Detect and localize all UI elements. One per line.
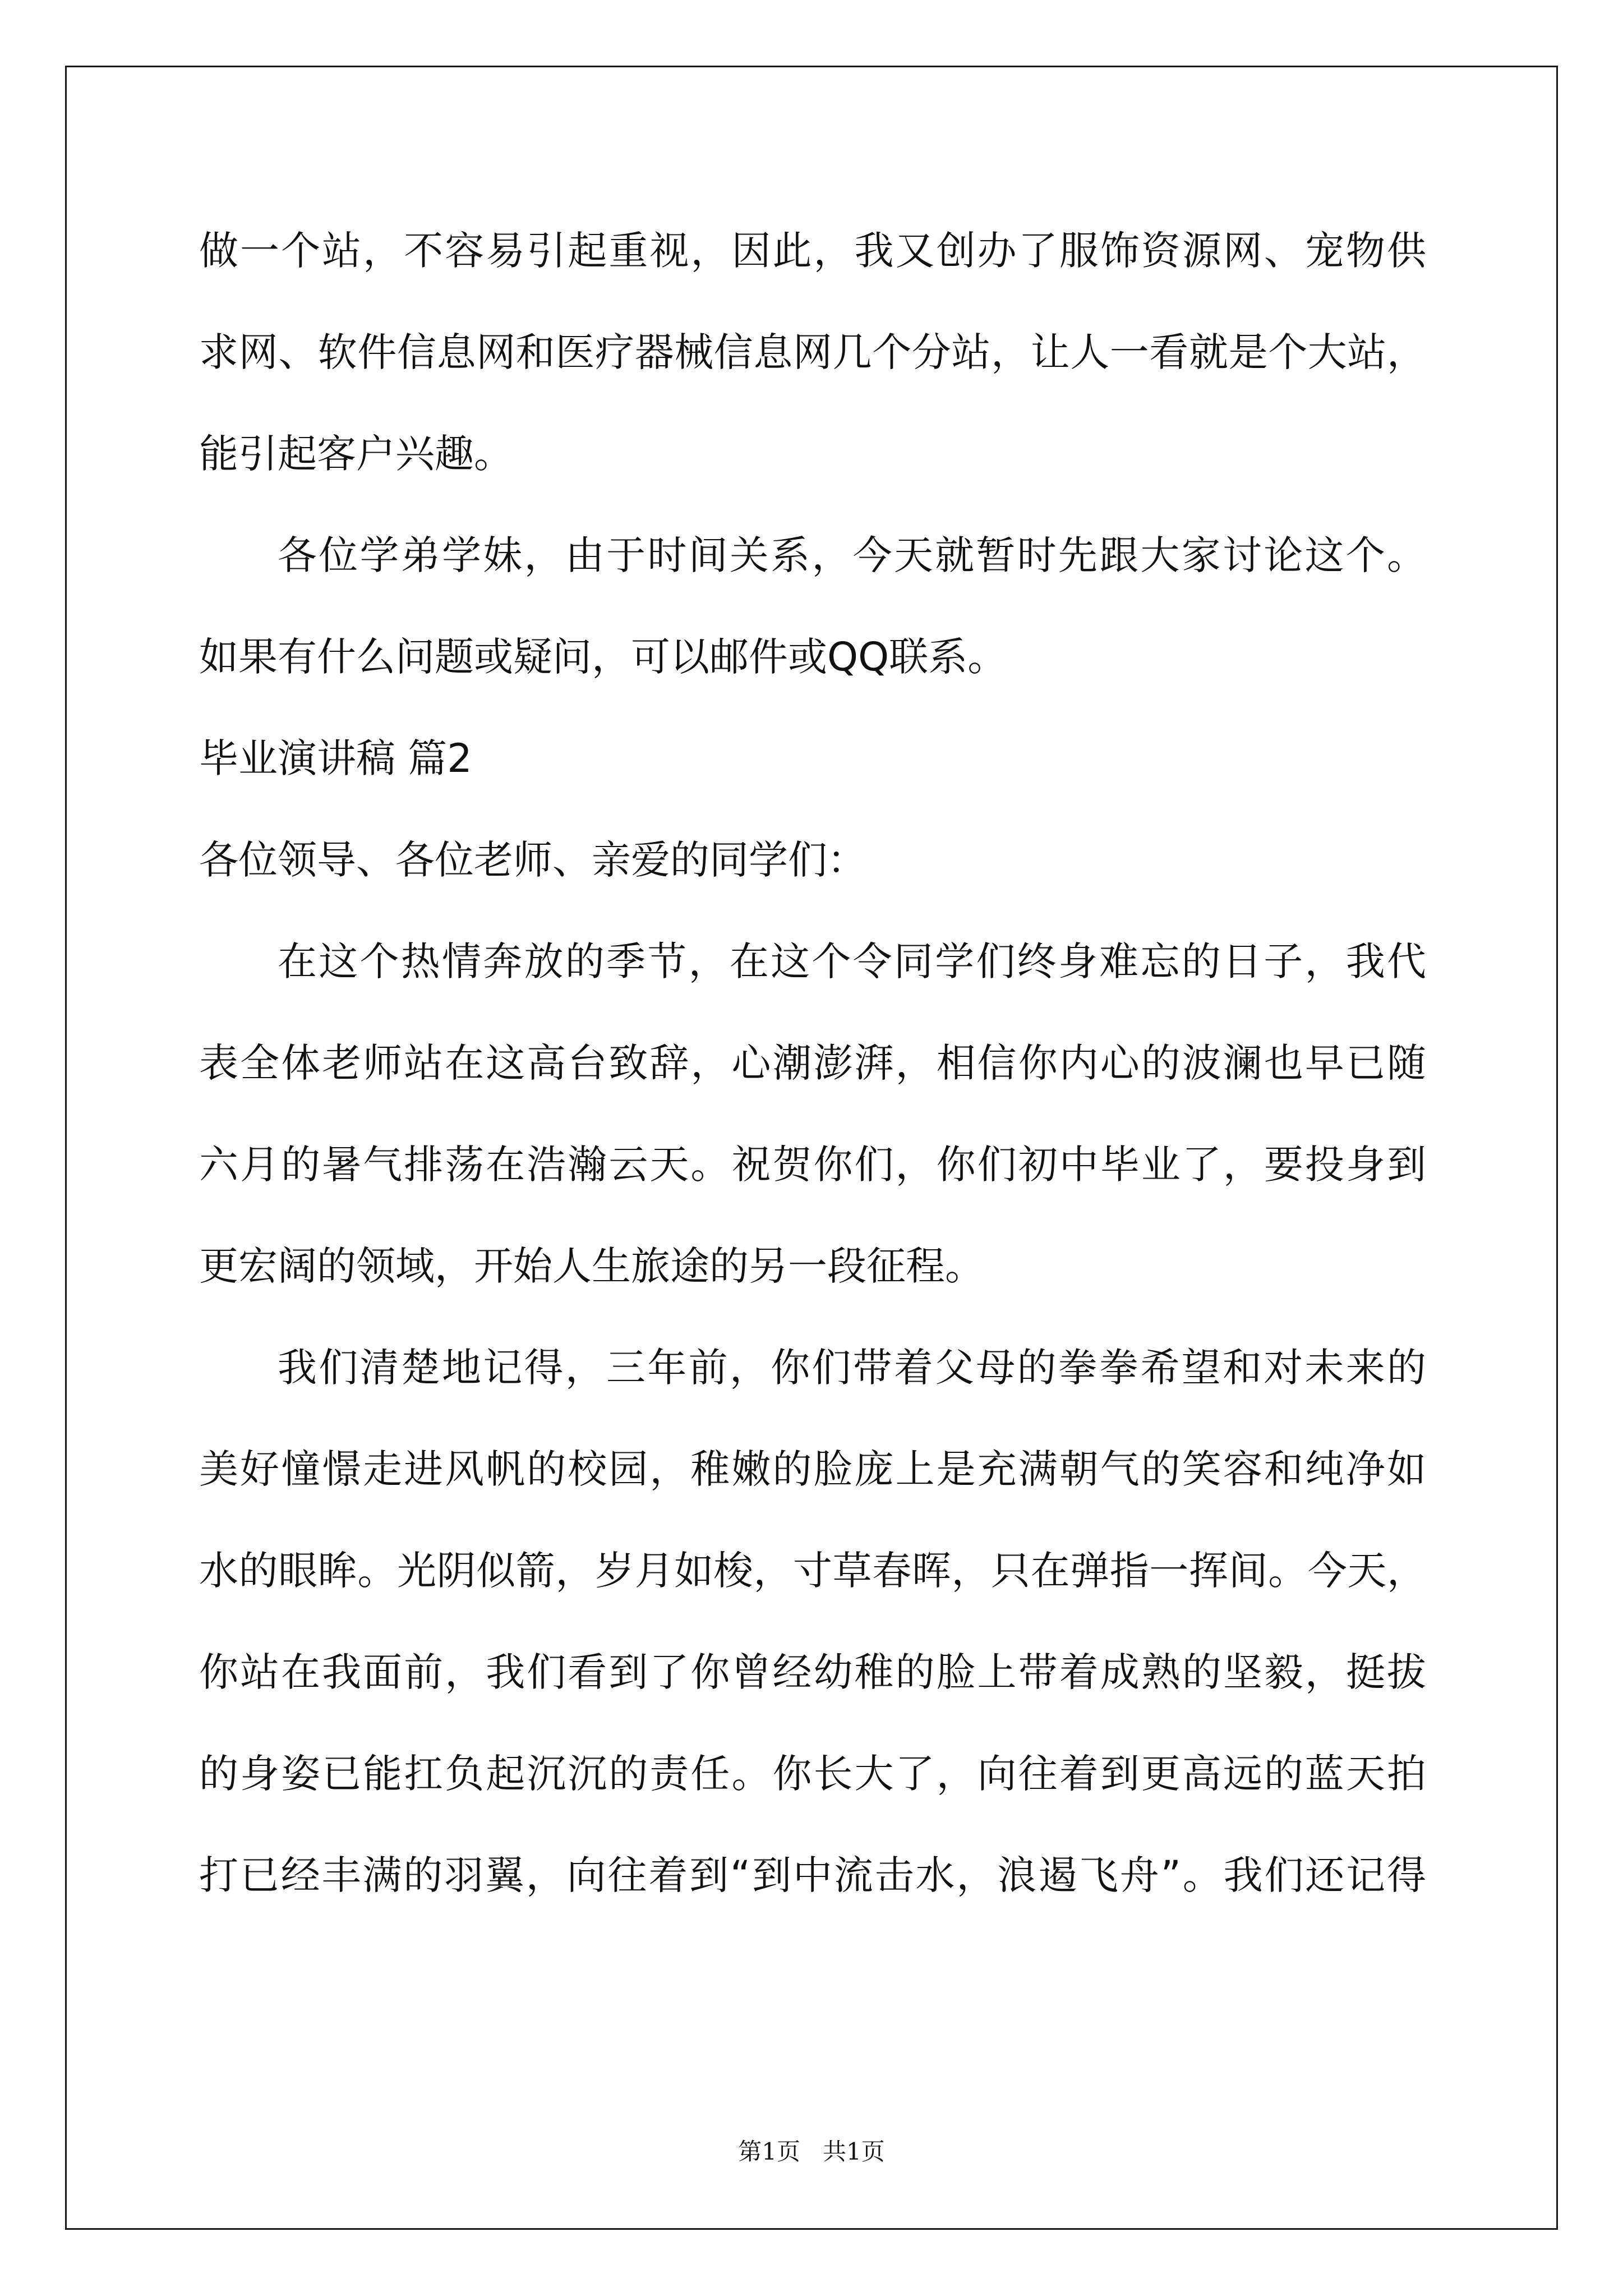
- body-line-4: 各位学弟学妹，由于时间关系，今天就暂时先跟大家讨论这个。: [278, 532, 1426, 578]
- body-line-15: 你站在我面前，我们看到了你曾经幼稚的脸上带着成熟的坚毅，挺拔: [199, 1649, 1426, 1695]
- body-line-11: 更宏阔的领域，开始人生旅途的另一段征程。: [199, 1243, 984, 1289]
- body-line-12: 我们清楚地记得，三年前，你们带着父母的拳拳希望和对未来的: [278, 1345, 1426, 1391]
- salutation-line: 各位领导、各位老师、亲爱的同学们：: [199, 837, 866, 883]
- body-line-17: 打已经丰满的羽翼，向往着到“到中流击水，浪遏飞舟”。我们还记得: [199, 1852, 1426, 1898]
- body-line-13: 美好憧憬走进风帆的校园，稚嫩的脸庞上是充满朝气的笑容和纯净如: [199, 1446, 1426, 1492]
- section-heading: 毕业演讲稿 篇2: [199, 735, 472, 781]
- body-line-3: 能引起客户兴趣。: [199, 431, 513, 477]
- body-line-5: 如果有什么问题或疑问，可以邮件或QQ联系。: [199, 634, 1007, 680]
- body-line-16: 的身姿已能扛负起沉沉的责任。你长大了，向往着到更高远的蓝天拍: [199, 1751, 1426, 1797]
- body-line-2: 求网、软件信息网和医疗器械信息网几个分站，让人一看就是个大站，: [199, 329, 1426, 375]
- body-line-9: 表全体老师站在这高台致辞，心潮澎湃，相信你内心的波澜也早已随: [199, 1040, 1426, 1086]
- body-line-8: 在这个热情奔放的季节，在这个令同学们终身难忘的日子，我代: [278, 938, 1426, 984]
- page-number-footer: 第1页 共1页: [738, 2138, 885, 2165]
- body-line-1: 做一个站，不容易引起重视，因此，我又创办了服饰资源网、宠物供: [199, 228, 1426, 274]
- body-line-14: 水的眼眸。光阴似箭，岁月如梭，寸草春晖，只在弹指一挥间。今天，: [199, 1548, 1426, 1594]
- body-line-10: 六月的暑气排荡在浩瀚云天。祝贺你们，你们初中毕业了，要投身到: [199, 1142, 1426, 1188]
